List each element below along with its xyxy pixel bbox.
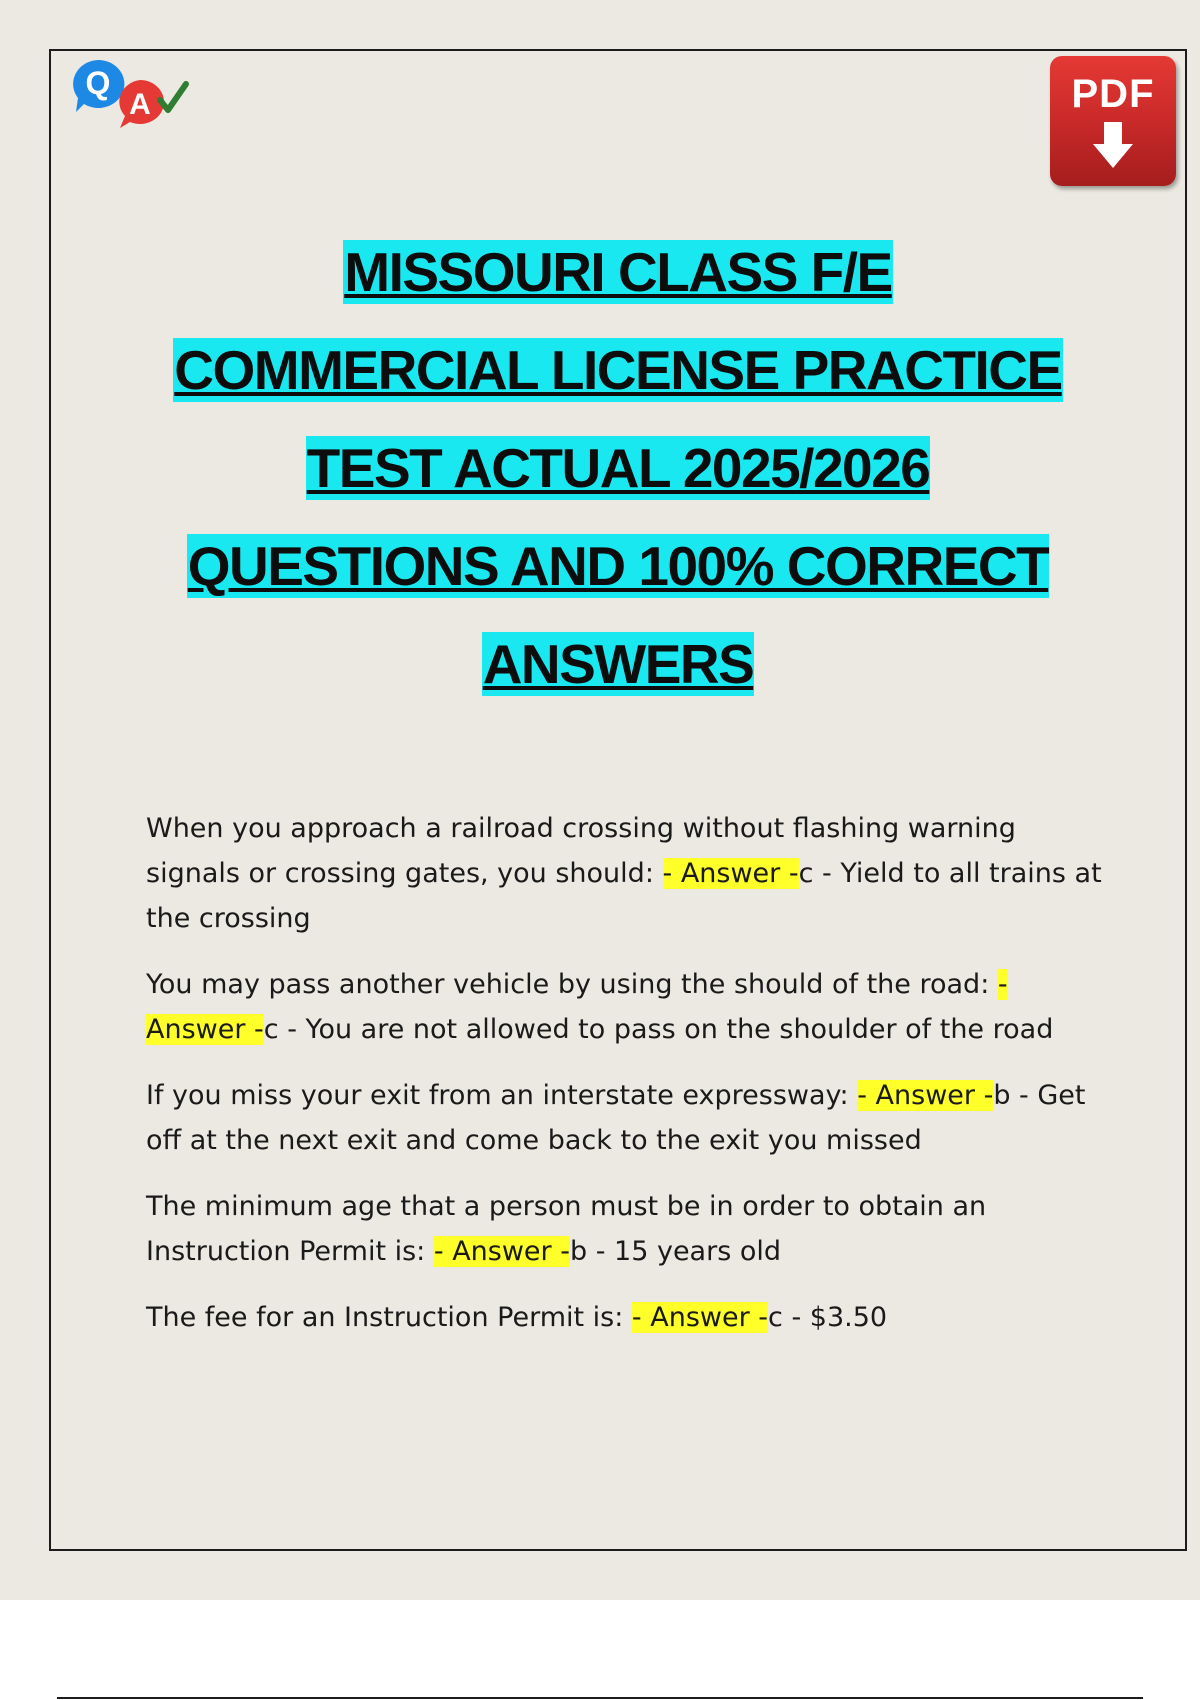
pdf-download-button[interactable] [1050,56,1176,186]
logo-a-letter: A [129,88,151,121]
answer-marker: - Answer - [631,1302,769,1333]
title-line: ANSWERS [482,633,754,695]
qa-item [146,962,1106,1052]
qa-item [146,1073,1106,1163]
question-text: The fee for an Instruction Permit is: [146,1302,632,1333]
answer-marker: - Answer - [146,969,1008,1045]
answer-marker: - Answer - [662,858,799,889]
question-text: When you approach a railroad crossing without flashing warning signals or crossing gates, you should: [146,813,1016,889]
title-line: QUESTIONS AND 100% CORRECT [187,535,1049,597]
answer-marker: - Answer - [433,1236,570,1267]
title-line: COMMERCIAL LICENSE PRACTICE [174,339,1062,401]
pdf-label: PDF [1071,72,1155,116]
qa-check-icon [68,56,198,136]
question-text: The minimum age that a person must be in order to obtain an Instruction Permit is: [146,1191,987,1267]
logo-q-letter: Q [85,65,111,101]
answer-text: b - Get off at the next exit and come back to the exit you missed [146,1080,1086,1156]
answer-text: c - $3.50 [768,1302,888,1333]
qa-item [146,1295,1106,1340]
qa-item [146,1184,1106,1274]
document-title [100,240,1136,730]
answer-text: c - Yield to all trains at the crossing [146,858,1102,934]
answer-marker: - Answer - [857,1080,994,1111]
answer-text: b - 15 years old [569,1236,782,1267]
footer-divider [57,1697,1143,1699]
title-line: TEST ACTUAL 2025/2026 [306,437,930,499]
question-text: You may pass another vehicle by using the should of the road: [146,969,998,1000]
qa-item [146,806,1106,941]
answer-text: c - You are not allowed to pass on the shoulder of the road [263,1014,1054,1045]
download-arrow-icon [1093,122,1133,168]
title-line: MISSOURI CLASS F/E [344,241,892,303]
qa-list [146,806,1106,1361]
question-text: If you miss your exit from an interstate expressway: [146,1080,858,1111]
